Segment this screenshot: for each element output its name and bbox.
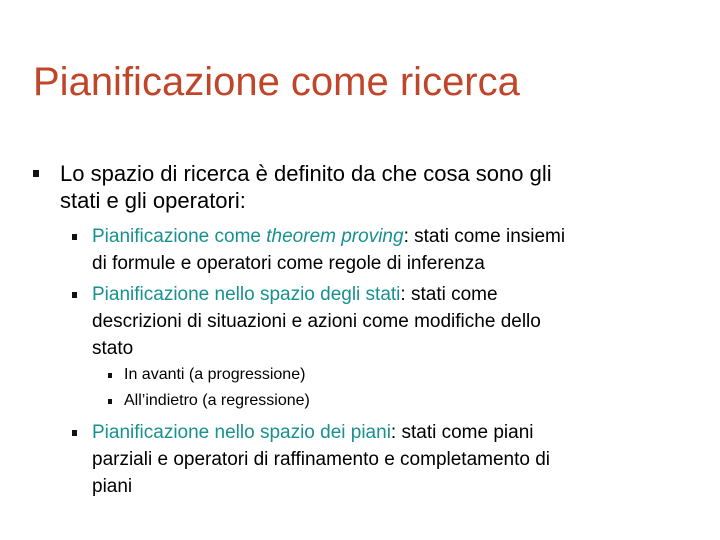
accent-italic-phrase: theorem proving	[266, 226, 404, 247]
accent-phrase: Pianificazione nello spazio degli stati	[92, 284, 401, 305]
sub-bullet-text	[92, 335, 133, 362]
accent-phrase: Pianificazione come	[92, 226, 267, 247]
bullet-line-rest: : stati come insiemi	[403, 226, 566, 247]
bullet-line: stati e gli operatori:	[60, 188, 246, 213]
bullet-marker	[33, 170, 39, 177]
sub-bullet-text	[92, 419, 534, 446]
sub-bullet-text	[92, 250, 485, 277]
sub-bullet-marker	[72, 234, 77, 240]
bullet-line: descrizioni di situazioni e azioni come modifiche dello	[92, 311, 541, 332]
sub-bullet-text	[92, 446, 550, 473]
bullet-text	[60, 187, 246, 214]
sub-bullet-text	[92, 308, 541, 335]
subsub-bullet-text: All’indietro (a regressione)	[124, 392, 310, 409]
sub-bullet-marker	[72, 430, 77, 436]
subsub-bullet-marker	[108, 399, 112, 404]
sub-bullet-text	[92, 223, 565, 250]
bullet-line-rest: : stati come	[400, 284, 498, 305]
accent-phrase: Pianificazione nello spazio dei piani	[92, 422, 391, 443]
bullet-line: parziali e operatori di raffinamento e completamento di	[92, 449, 551, 470]
bullet-line-rest: : stati come piani	[390, 422, 534, 443]
bullet-text	[60, 160, 552, 187]
bullet-line: Lo spazio di ricerca è definito da che cosa sono gli	[60, 161, 552, 186]
sub-bullet-text	[92, 281, 498, 308]
bullet-line: piani	[92, 476, 133, 497]
subsub-bullet-text: In avanti (a progressione)	[124, 366, 306, 383]
bullet-line: di formule e operatori come regole di inferenza	[92, 253, 485, 274]
slide-title: Pianificazione come ricerca	[33, 60, 520, 104]
subsub-bullet-marker	[108, 373, 112, 378]
sub-bullet-marker	[72, 292, 77, 298]
bullet-line: stato	[92, 338, 134, 359]
sub-bullet-text	[92, 473, 132, 500]
